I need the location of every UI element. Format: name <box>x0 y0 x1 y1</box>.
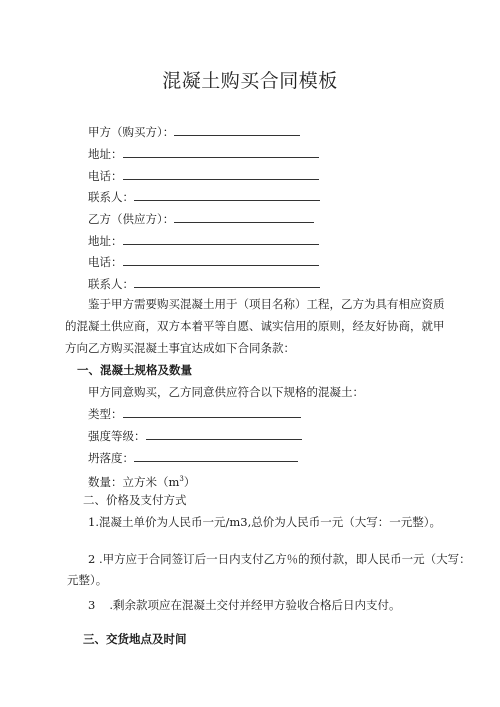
party-a-address-label: 地址： <box>88 147 123 161</box>
party-b-contact-line <box>88 276 320 291</box>
price-item-2-line-2: 元整）。 <box>67 573 108 587</box>
party-b-phone-line <box>88 254 319 269</box>
price-item-3 <box>88 598 400 612</box>
party-a-phone-line <box>88 168 319 183</box>
slump-line <box>88 450 298 465</box>
party-b-line <box>88 211 314 226</box>
document-title: 混凝土购买合同模板 <box>162 70 338 92</box>
party-a-address-blank <box>123 146 319 158</box>
price-item-3-number: 3 <box>88 598 96 612</box>
price-item-1: 1.混凝土单价为人民币一元/m3,总价为人民币一元（大写：一元整）。 <box>88 515 441 529</box>
price-item-2-line-1: 2 .甲方应于合同签订后一日内支付乙方％的预付款，即人民币一元（大写： <box>88 552 471 566</box>
party-a-contact-line <box>88 189 320 204</box>
price-item-3-text: .剩余款项应在混凝土交付并经甲方验收合格后日内支付。 <box>109 598 401 612</box>
party-b-address-blank <box>123 233 319 245</box>
party-b-blank <box>174 211 314 223</box>
preamble-paragraph: 鉴于甲方需要购买混凝土用于（项目名称）工程，乙方为具有相应资质的混凝土供应商，双方本着平等自愿、诚实信用的原则，经友好协商，就甲方向乙方购买混凝土事宜达成如下合同条款： <box>65 297 445 355</box>
quantity-label: 数量：立方米（m <box>88 474 180 489</box>
party-b-label: 乙方（供应方）： <box>88 212 175 226</box>
party-a-label: 甲方（购买方）： <box>88 125 175 139</box>
party-b-phone-label: 电话： <box>88 255 123 269</box>
party-a-phone-label: 电话： <box>88 169 123 183</box>
section1-intro: 甲方同意购买，乙方同意供应符合以下规格的混凝土： <box>88 385 364 399</box>
concrete-type-label: 类型： <box>88 407 123 421</box>
strength-grade-line <box>88 428 302 443</box>
party-a-contact-blank <box>134 189 320 201</box>
section2-heading: 二、价格及支付方式 <box>83 493 187 507</box>
party-a-address-line <box>88 146 319 161</box>
party-a-contact-label: 联系人： <box>88 190 134 204</box>
concrete-type-blank <box>123 406 301 418</box>
quantity-unit-superscript: 3 <box>179 475 184 483</box>
party-a-phone-blank <box>123 168 319 180</box>
section3-heading: 三、交货地点及时间 <box>83 632 187 646</box>
slump-blank <box>134 450 298 462</box>
quantity-line <box>88 472 195 489</box>
concrete-type-line <box>88 406 301 421</box>
party-a-blank <box>174 124 300 136</box>
party-b-contact-label: 联系人： <box>88 277 134 291</box>
party-b-address-line <box>88 233 319 248</box>
party-b-address-label: 地址： <box>88 234 123 248</box>
party-b-phone-blank <box>123 254 319 266</box>
party-a-line <box>88 124 300 139</box>
strength-grade-blank <box>146 428 302 440</box>
slump-label: 坍落度： <box>88 451 134 465</box>
quantity-close: ） <box>183 474 196 489</box>
party-b-contact-blank <box>134 276 320 288</box>
strength-grade-label: 强度等级： <box>88 429 146 443</box>
section1-heading: 一、混凝土规格及数量 <box>77 363 192 377</box>
